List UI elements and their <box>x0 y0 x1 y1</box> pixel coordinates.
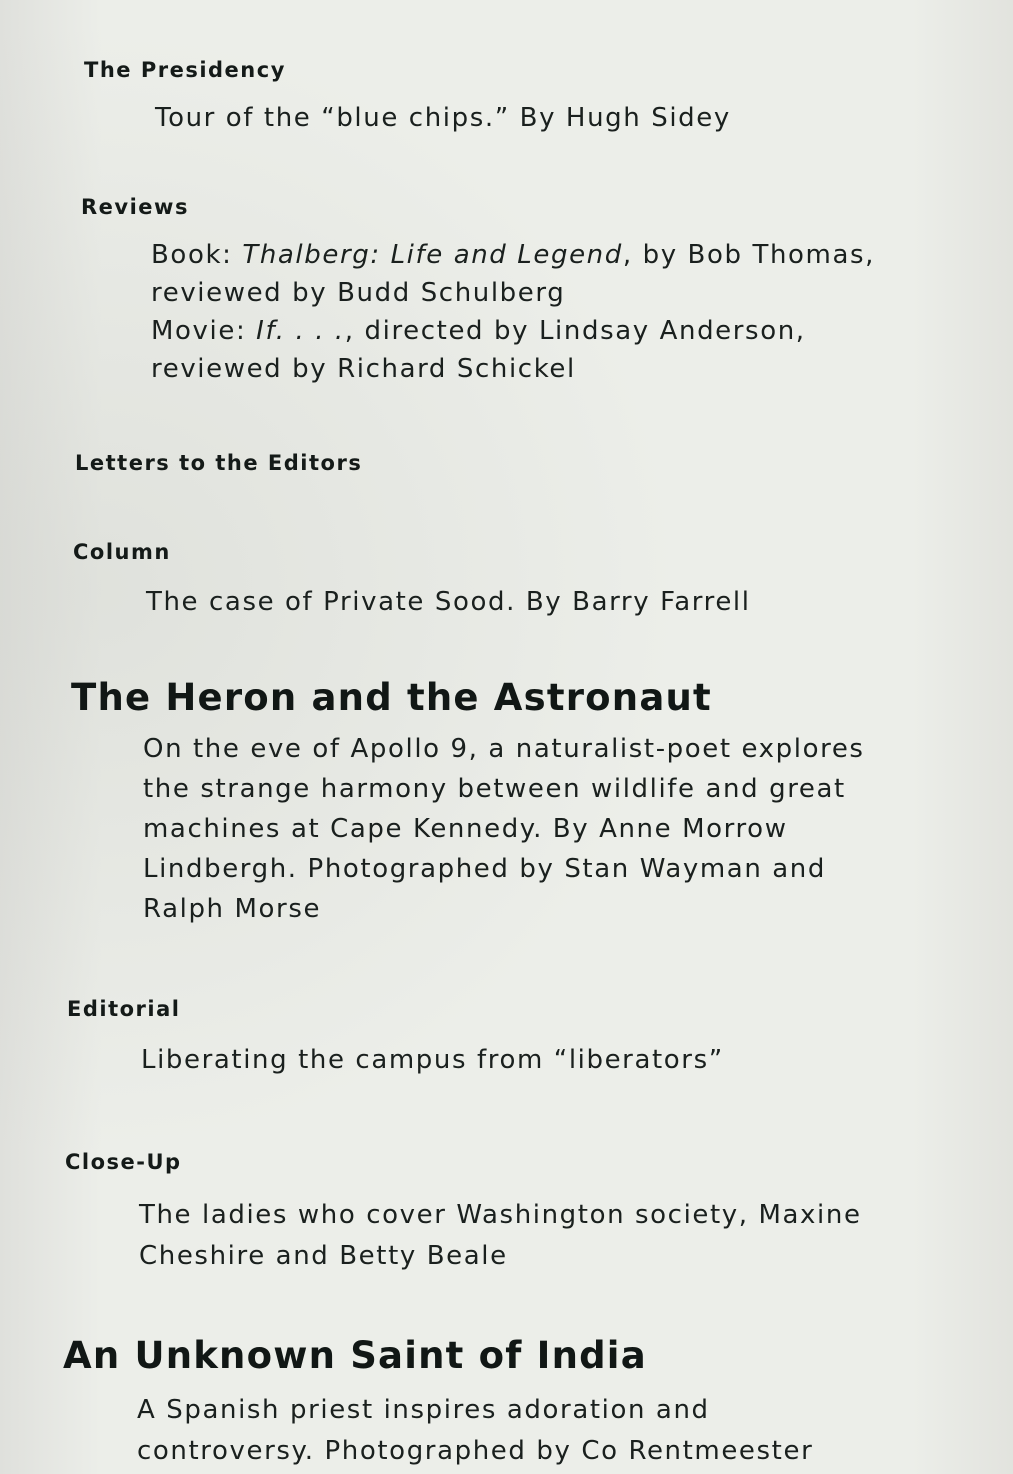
reviews-description <box>151 236 875 388</box>
section-label-closeup: Close-Up <box>65 1150 182 1174</box>
reviews-section <box>81 195 189 219</box>
description-line: controversy. Photographed by Co Rentmeester <box>137 1436 814 1466</box>
description-line: machines at Cape Kennedy. By Anne Morrow <box>143 814 788 844</box>
review-book-suffix: , by Bob Thomas, <box>622 240 875 270</box>
column-description <box>146 583 751 622</box>
description-line: Lindbergh. Photographed by Stan Wayman and <box>143 854 826 884</box>
description-line: Ralph Morse <box>143 894 322 924</box>
review-book-title: Thalberg: Life and Legend <box>242 240 623 270</box>
description-line: Liberating the campus from “liberators” <box>141 1045 724 1075</box>
section-label-column: Column <box>73 540 171 564</box>
review-movie-line <box>151 312 875 350</box>
presidency-section <box>84 58 286 82</box>
description-line: The ladies who cover Washington society, Maxine <box>139 1200 862 1230</box>
description-line: A Spanish priest inspires adoration and <box>137 1395 710 1425</box>
editorial-description <box>141 1041 724 1080</box>
saint-feature <box>63 1334 647 1377</box>
description-line: Cheshire and Betty Beale <box>139 1241 508 1271</box>
review-book-prefix: Book: <box>151 240 243 270</box>
description-line: The case of Private Sood. By Barry Farrell <box>146 587 751 617</box>
review-movie-title: If. . . . <box>256 316 345 346</box>
review-book-line <box>151 236 875 274</box>
feature-title-heron: The Heron and the Astronaut <box>71 676 712 719</box>
description-line: Tour of the “blue chips.” By Hugh Sidey <box>155 103 731 133</box>
heron-description <box>143 729 865 929</box>
letters-section <box>75 451 362 475</box>
review-movie-prefix: Movie: <box>151 316 257 346</box>
presidency-description <box>155 99 731 138</box>
description-line: the strange harmony between wildlife and great <box>143 774 846 804</box>
review-book-reviewer: reviewed by Budd Schulberg <box>151 278 566 308</box>
review-movie-suffix: , directed by Lindsay Anderson, <box>344 316 806 346</box>
review-movie-reviewer: reviewed by Richard Schickel <box>151 354 576 384</box>
column-section <box>73 540 171 564</box>
editorial-section <box>67 997 180 1021</box>
description-line: On the eve of Apollo 9, a naturalist-poet explores <box>143 734 865 764</box>
heron-feature <box>71 676 712 719</box>
section-label-presidency: The Presidency <box>84 58 286 82</box>
section-label-editorial: Editorial <box>67 997 181 1021</box>
feature-title-saint: An Unknown Saint of India <box>63 1334 647 1377</box>
section-label-letters: Letters to the Editors <box>75 451 363 475</box>
section-label-reviews: Reviews <box>81 195 189 219</box>
closeup-section <box>65 1150 182 1174</box>
saint-description <box>137 1390 813 1472</box>
closeup-description <box>139 1195 862 1277</box>
